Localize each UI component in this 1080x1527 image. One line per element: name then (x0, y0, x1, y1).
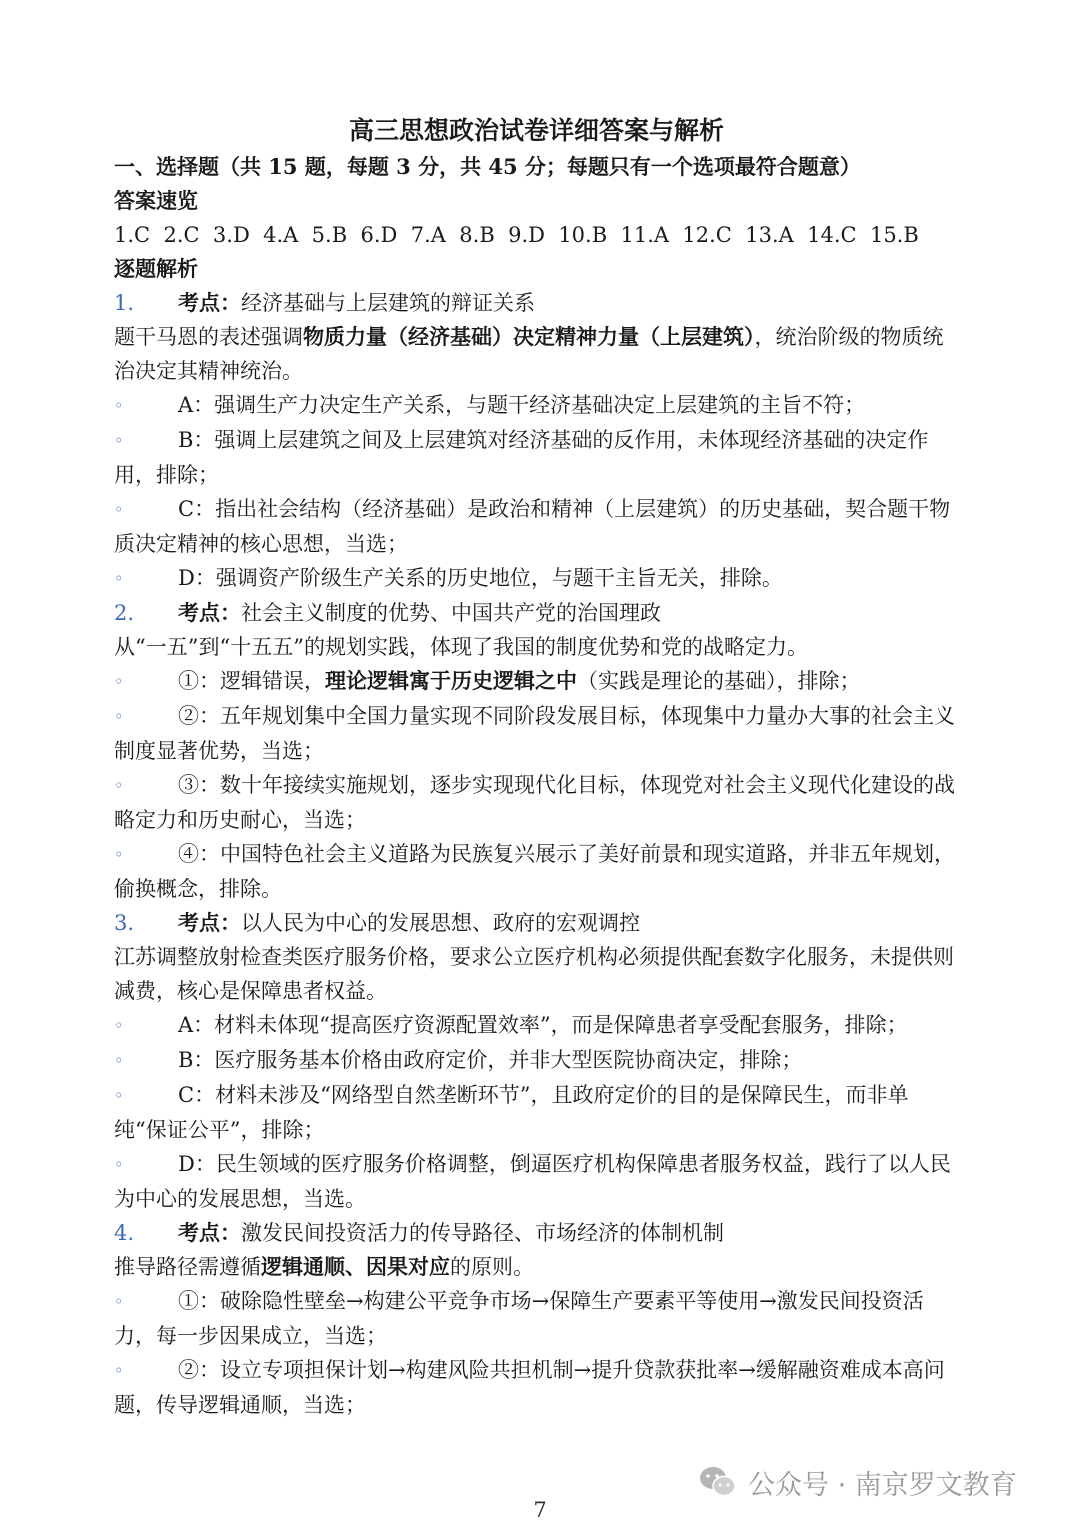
bullet-icon: ◦ (114, 569, 124, 588)
option-analysis (114, 1147, 959, 1216)
question-block (114, 906, 959, 1216)
option-text: A：材料未体现“提高医疗资源配置效率”，而是保障患者享受配套服务，排除； (178, 1013, 908, 1037)
option-text: B：强调上层建筑之间及上层建筑对经济基础的反作用，未体现经济基础的决定作用，排除； (114, 428, 929, 487)
option-analysis (114, 1043, 959, 1078)
bullet-icon: ◦ (114, 845, 124, 864)
document-content (114, 112, 959, 1422)
option-text: C：指出社会结构（经济基础）是政治和精神（上层建筑）的历史基础，契合题干物质决定精神的核心思想，当选； (114, 497, 951, 556)
question-intro (114, 1250, 959, 1284)
option-text: （实践是理论的基础），排除； (577, 669, 861, 693)
option-analysis (114, 388, 959, 423)
question-header (114, 906, 959, 940)
intro-text: 题干马恩的表述强调 (114, 325, 303, 349)
question-block (114, 1216, 959, 1422)
key-point-label: 考点： (178, 290, 241, 315)
answer-key: 1.C 2.C 3.D 4.A 5.B 6.D 7.A 8.B 9.D 10.B 11.A 12.C 13.A 14.C 15.B (114, 223, 919, 247)
option-analysis (114, 1353, 959, 1422)
option-text: ②：五年规划集中全国力量实现不同阶段发展目标，体现集中力量办大事的社会主义制度显著优势，当选； (114, 704, 955, 763)
option-analysis (114, 1078, 959, 1147)
bullet-icon: ◦ (114, 1051, 124, 1070)
key-point-text: 激发民间投资活力的传导路径、市场经济的体制机制 (241, 1221, 724, 1245)
option-analysis (114, 492, 959, 561)
bullet-icon: ◦ (114, 1155, 124, 1174)
question-intro (114, 320, 959, 388)
section-heading: 一、选择题（共 15 题，每题 3 分，共 45 分；每题只有一个选项最符合题意） (114, 154, 861, 179)
question-header (114, 596, 959, 630)
option-analysis (114, 664, 959, 699)
option-analysis (114, 1008, 959, 1043)
option-text: ①：破除隐性壁垒→构建公平竞争市场→保障生产要素平等使用→激发民间投资活力，每一步因果成立，当选； (114, 1289, 924, 1348)
key-point-label: 考点： (178, 910, 241, 935)
key-point-text: 经济基础与上层建筑的辩证关系 (241, 291, 535, 315)
key-point-text: 以人民为中心的发展思想、政府的宏观调控 (241, 911, 640, 935)
option-analysis (114, 561, 959, 596)
option-analysis (114, 1284, 959, 1353)
option-text: ②：设立专项担保计划→构建风险共担机制→提升贷款获批率→缓解融资难成本高问题，传导逻辑通顺，当选； (114, 1358, 945, 1417)
option-text: A：强调生产力决定生产关系，与题干经济基础决定上层建筑的主旨不符； (178, 393, 866, 417)
bullet-icon: ◦ (114, 1086, 124, 1105)
option-text: ④：中国特色社会主义道路为民族复兴展示了美好前景和现实道路，并非五年规划，偷换概念，排除。 (114, 842, 955, 901)
wechat-icon (698, 1465, 738, 1499)
intro-text: 江苏调整放射检查类医疗服务价格，要求公立医疗机构必须提供配套数字化服务，未提供则减费，核心是保障患者权益。 (114, 945, 954, 1003)
question-block (114, 286, 959, 596)
option-analysis (114, 837, 959, 906)
bullet-icon: ◦ (114, 1361, 124, 1380)
option-text: ①：逻辑错误， (178, 669, 325, 693)
analysis-heading: 逐题解析 (114, 256, 198, 281)
option-text: C：材料未涉及“网络型自然垄断环节”，且政府定价的目的是保障民生，而非单纯“保证公平”，排除； (114, 1083, 909, 1142)
intro-text: ，统治阶级的物质统治决定其精神统治。 (114, 325, 944, 383)
question-block (114, 596, 959, 906)
bullet-icon: ◦ (114, 431, 124, 450)
bullet-icon: ◦ (114, 500, 124, 519)
option-emphasis: 理论逻辑寓于历史逻辑之中 (325, 668, 577, 693)
question-number: 3. (114, 911, 135, 935)
bullet-icon: ◦ (114, 776, 124, 795)
page-title: 高三思想政治试卷详细答案与解析 (348, 116, 724, 145)
question-number: 4. (114, 1221, 135, 1245)
intro-text: 的原则。 (450, 1255, 534, 1279)
bullet-icon: ◦ (114, 1292, 124, 1311)
question-header (114, 286, 959, 320)
bullet-icon: ◦ (114, 672, 124, 691)
bullet-icon: ◦ (114, 1016, 124, 1035)
key-point-label: 考点： (178, 600, 241, 625)
intro-text: 从“一五”到“十五五”的规划实践，体现了我国的制度优势和党的战略定力。 (114, 635, 808, 659)
question-header (114, 1216, 959, 1250)
key-point-label: 考点： (178, 1220, 241, 1245)
option-analysis (114, 423, 959, 492)
option-text: ③：数十年接续实施规划，逐步实现现代化目标，体现党对社会主义现代化建设的战略定力和历史耐心，当选； (114, 773, 955, 832)
question-intro (114, 940, 959, 1008)
option-analysis (114, 768, 959, 837)
question-intro (114, 630, 959, 664)
option-text: D：强调资产阶级生产关系的历史地位，与题干主旨无关，排除。 (178, 566, 783, 590)
option-text: B：医疗服务基本价格由政府定价，并非大型医院协商决定，排除； (178, 1048, 803, 1072)
answers-heading: 答案速览 (114, 188, 198, 213)
intro-emphasis: 物质力量（经济基础）决定精神力量（上层建筑） (303, 324, 755, 349)
bullet-icon: ◦ (114, 396, 124, 415)
page-number: 7 (533, 1498, 547, 1522)
intro-emphasis: 逻辑通顺、因果对应 (261, 1254, 450, 1279)
watermark-text: 公众号 · 南京罗文教育 (748, 1469, 1017, 1501)
intro-text: 推导路径需遵循 (114, 1255, 261, 1279)
question-number: 1. (114, 291, 135, 315)
question-number: 2. (114, 601, 135, 625)
bullet-icon: ◦ (114, 707, 124, 726)
option-analysis (114, 699, 959, 768)
option-text: D：民生领域的医疗服务价格调整，倒逼医疗机构保障患者服务权益，践行了以人民为中心的发展思想，当选。 (114, 1152, 951, 1211)
key-point-text: 社会主义制度的优势、中国共产党的治国理政 (241, 601, 661, 625)
